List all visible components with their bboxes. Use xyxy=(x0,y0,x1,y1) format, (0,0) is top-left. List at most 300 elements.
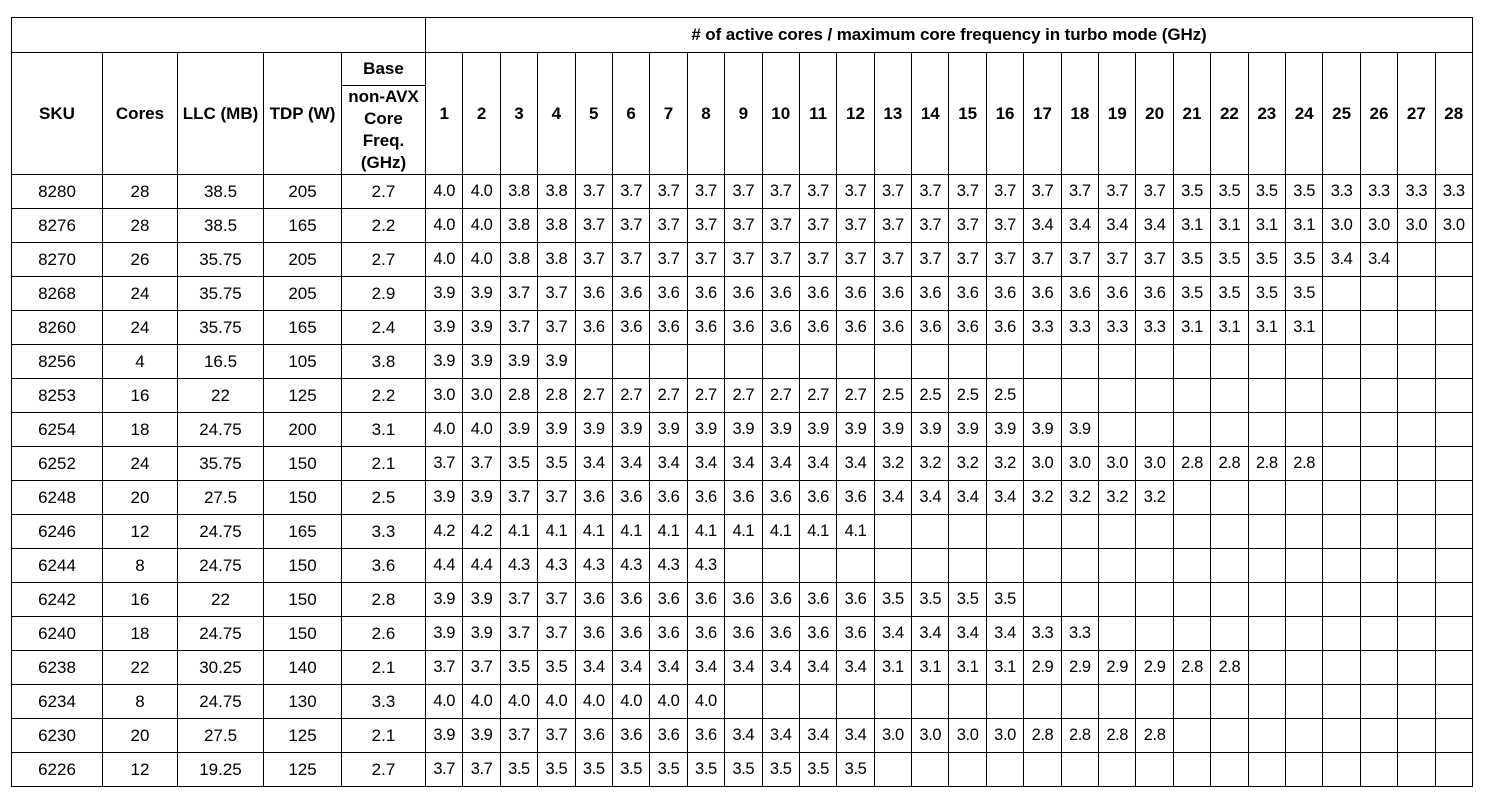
turbo-freq-cell xyxy=(1323,311,1360,345)
sku-cell: 8253 xyxy=(12,379,103,413)
turbo-freq-cell xyxy=(687,345,724,379)
turbo-freq-cell xyxy=(1360,481,1397,515)
turbo-freq-cell: 3.6 xyxy=(762,277,799,311)
turbo-freq-cell: 3.0 xyxy=(463,379,500,413)
turbo-freq-cell xyxy=(1323,651,1360,685)
turbo-freq-cell xyxy=(1136,413,1173,447)
core-count-header: 8 xyxy=(687,53,724,175)
turbo-freq-cell: 3.9 xyxy=(912,413,949,447)
turbo-freq-cell: 2.5 xyxy=(912,379,949,413)
turbo-freq-cell: 3.7 xyxy=(799,243,836,277)
turbo-freq-cell: 3.9 xyxy=(463,277,500,311)
turbo-freq-cell: 3.6 xyxy=(799,617,836,651)
turbo-freq-cell: 3.9 xyxy=(500,345,537,379)
turbo-freq-cell xyxy=(1173,685,1210,719)
turbo-freq-cell xyxy=(1099,753,1136,787)
turbo-freq-cell: 3.9 xyxy=(463,345,500,379)
turbo-freq-cell xyxy=(1211,549,1248,583)
title-row xyxy=(12,18,1473,53)
turbo-freq-cell: 3.6 xyxy=(986,277,1023,311)
cores-cell: 16 xyxy=(103,583,178,617)
turbo-freq-cell: 3.6 xyxy=(799,277,836,311)
turbo-freq-cell xyxy=(912,515,949,549)
turbo-freq-cell xyxy=(912,345,949,379)
tdp-cell: 125 xyxy=(264,379,342,413)
sku-cell: 6242 xyxy=(12,583,103,617)
turbo-freq-cell xyxy=(874,515,911,549)
turbo-freq-cell: 3.4 xyxy=(650,651,687,685)
turbo-freq-cell: 3.4 xyxy=(799,719,836,753)
turbo-freq-cell: 3.7 xyxy=(725,243,762,277)
turbo-freq-cell: 3.5 xyxy=(1211,175,1248,209)
turbo-freq-cell: 4.3 xyxy=(500,549,537,583)
turbo-freq-cell: 3.7 xyxy=(725,209,762,243)
turbo-freq-cell: 3.6 xyxy=(799,583,836,617)
table-row xyxy=(12,175,1473,209)
turbo-freq-cell: 3.6 xyxy=(575,277,612,311)
turbo-freq-cell xyxy=(1024,515,1061,549)
turbo-freq-cell: 3.6 xyxy=(1061,277,1098,311)
turbo-freq-cell: 3.7 xyxy=(986,209,1023,243)
cores-cell: 24 xyxy=(103,447,178,481)
turbo-freq-cell: 2.8 xyxy=(538,379,575,413)
turbo-freq-cell: 3.1 xyxy=(986,651,1023,685)
turbo-freq-cell: 3.7 xyxy=(687,209,724,243)
turbo-freq-cell: 3.4 xyxy=(575,447,612,481)
turbo-freq-cell: 3.3 xyxy=(1323,175,1360,209)
turbo-freq-cell: 4.0 xyxy=(463,243,500,277)
turbo-freq-cell xyxy=(949,515,986,549)
turbo-freq-cell: 3.7 xyxy=(612,175,649,209)
turbo-freq-cell: 3.7 xyxy=(426,447,463,481)
turbo-freq-cell: 2.8 xyxy=(1136,719,1173,753)
turbo-freq-cell xyxy=(1360,515,1397,549)
turbo-freq-cell: 3.6 xyxy=(799,481,836,515)
turbo-freq-cell: 3.9 xyxy=(725,413,762,447)
turbo-freq-cell xyxy=(1024,345,1061,379)
turbo-freq-cell: 2.7 xyxy=(612,379,649,413)
turbo-freq-cell: 2.8 xyxy=(1173,447,1210,481)
turbo-freq-cell: 3.4 xyxy=(1024,209,1061,243)
turbo-freq-cell: 3.7 xyxy=(538,277,575,311)
core-count-header: 21 xyxy=(1173,53,1210,175)
table-row xyxy=(12,685,1473,719)
turbo-freq-cell: 3.6 xyxy=(575,481,612,515)
turbo-freq-cell: 4.0 xyxy=(687,685,724,719)
llc-cell: 35.75 xyxy=(178,447,264,481)
turbo-freq-cell: 2.8 xyxy=(1285,447,1322,481)
turbo-freq-cell: 3.5 xyxy=(1248,277,1285,311)
core-count-header: 22 xyxy=(1211,53,1248,175)
turbo-freq-cell: 4.1 xyxy=(575,515,612,549)
turbo-freq-cell xyxy=(949,753,986,787)
turbo-freq-cell: 3.4 xyxy=(1323,243,1360,277)
llc-cell: 35.75 xyxy=(178,243,264,277)
turbo-freq-cell: 3.4 xyxy=(874,481,911,515)
turbo-freq-cell: 3.7 xyxy=(986,175,1023,209)
turbo-freq-cell: 3.7 xyxy=(650,175,687,209)
turbo-freq-cell: 3.4 xyxy=(1360,243,1397,277)
core-count-header: 13 xyxy=(874,53,911,175)
turbo-freq-cell xyxy=(1173,753,1210,787)
turbo-freq-cell xyxy=(1323,719,1360,753)
turbo-freq-cell: 3.4 xyxy=(837,719,874,753)
blank-corner-cell xyxy=(12,18,426,53)
turbo-freq-cell xyxy=(1398,481,1435,515)
turbo-freq-cell: 3.4 xyxy=(575,651,612,685)
turbo-freq-cell: 3.2 xyxy=(912,447,949,481)
base-freq-cell: 2.5 xyxy=(342,481,426,515)
turbo-freq-cell xyxy=(612,345,649,379)
turbo-freq-cell: 3.6 xyxy=(837,617,874,651)
turbo-freq-cell xyxy=(1248,651,1285,685)
turbo-freq-cell: 3.4 xyxy=(874,617,911,651)
turbo-freq-cell: 3.2 xyxy=(1136,481,1173,515)
sku-cell: 6240 xyxy=(12,617,103,651)
cores-cell: 18 xyxy=(103,413,178,447)
core-count-header: 28 xyxy=(1435,53,1472,175)
turbo-freq-cell xyxy=(986,685,1023,719)
turbo-freq-cell: 2.7 xyxy=(725,379,762,413)
turbo-freq-cell: 3.4 xyxy=(612,651,649,685)
turbo-freq-cell xyxy=(1360,617,1397,651)
turbo-freq-cell xyxy=(912,549,949,583)
llc-cell: 27.5 xyxy=(178,719,264,753)
turbo-freq-cell: 3.7 xyxy=(500,481,537,515)
turbo-freq-cell: 3.5 xyxy=(837,753,874,787)
core-count-header: 4 xyxy=(538,53,575,175)
cores-cell: 28 xyxy=(103,175,178,209)
turbo-freq-cell xyxy=(874,345,911,379)
cores-cell: 24 xyxy=(103,311,178,345)
turbo-freq-cell xyxy=(1360,379,1397,413)
table-row xyxy=(12,277,1473,311)
turbo-freq-cell xyxy=(1211,515,1248,549)
turbo-freq-cell: 2.8 xyxy=(1173,651,1210,685)
turbo-freq-cell: 3.9 xyxy=(874,413,911,447)
turbo-freq-cell: 3.8 xyxy=(500,175,537,209)
turbo-freq-cell: 3.1 xyxy=(1248,311,1285,345)
turbo-freq-cell: 3.5 xyxy=(1173,277,1210,311)
turbo-freq-cell: 3.5 xyxy=(799,753,836,787)
turbo-freq-cell: 4.3 xyxy=(687,549,724,583)
turbo-freq-cell: 2.5 xyxy=(986,379,1023,413)
turbo-freq-cell: 3.6 xyxy=(650,311,687,345)
turbo-freq-cell: 3.5 xyxy=(650,753,687,787)
turbo-freq-cell: 3.1 xyxy=(1285,209,1322,243)
turbo-freq-cell: 3.7 xyxy=(575,243,612,277)
turbo-freq-cell xyxy=(1211,583,1248,617)
base-header: Base xyxy=(342,53,426,86)
turbo-freq-cell: 3.5 xyxy=(949,583,986,617)
turbo-freq-cell xyxy=(874,549,911,583)
turbo-freq-cell xyxy=(1211,753,1248,787)
table-row xyxy=(12,413,1473,447)
turbo-freq-cell: 2.8 xyxy=(1211,447,1248,481)
turbo-freq-cell: 4.3 xyxy=(538,549,575,583)
core-count-header: 2 xyxy=(463,53,500,175)
turbo-freq-cell xyxy=(986,549,1023,583)
turbo-freq-cell: 3.8 xyxy=(538,243,575,277)
turbo-freq-cell: 3.7 xyxy=(500,311,537,345)
tdp-cell: 150 xyxy=(264,549,342,583)
llc-cell: 24.75 xyxy=(178,617,264,651)
turbo-freq-cell xyxy=(1211,379,1248,413)
turbo-freq-cell: 3.4 xyxy=(1061,209,1098,243)
turbo-freq-cell: 3.3 xyxy=(1024,617,1061,651)
cores-cell: 12 xyxy=(103,753,178,787)
turbo-freq-cell xyxy=(1061,583,1098,617)
base-freq-cell: 3.3 xyxy=(342,515,426,549)
turbo-freq-cell: 3.6 xyxy=(1099,277,1136,311)
turbo-freq-cell xyxy=(1248,379,1285,413)
turbo-freq-cell: 3.8 xyxy=(500,243,537,277)
turbo-freq-cell xyxy=(912,685,949,719)
sku-cell: 6252 xyxy=(12,447,103,481)
turbo-freq-cell: 3.6 xyxy=(650,719,687,753)
turbo-freq-cell: 3.7 xyxy=(912,209,949,243)
turbo-freq-cell xyxy=(1285,515,1322,549)
core-count-header: 17 xyxy=(1024,53,1061,175)
turbo-freq-cell: 3.9 xyxy=(1024,413,1061,447)
llc-cell: 35.75 xyxy=(178,277,264,311)
turbo-freq-cell xyxy=(1248,753,1285,787)
cores-cell: 8 xyxy=(103,685,178,719)
turbo-freq-cell xyxy=(1398,685,1435,719)
base-freq-cell: 3.6 xyxy=(342,549,426,583)
turbo-freq-cell: 3.6 xyxy=(725,583,762,617)
turbo-freq-cell: 3.7 xyxy=(762,209,799,243)
turbo-freq-cell xyxy=(1136,379,1173,413)
llc-cell: 38.5 xyxy=(178,209,264,243)
turbo-freq-cell xyxy=(1285,413,1322,447)
turbo-freq-cell: 3.4 xyxy=(986,481,1023,515)
turbo-freq-cell: 3.4 xyxy=(762,719,799,753)
turbo-freq-cell xyxy=(1323,685,1360,719)
turbo-freq-cell: 3.0 xyxy=(1061,447,1098,481)
turbo-freq-cell xyxy=(725,685,762,719)
turbo-freq-cell xyxy=(1285,753,1322,787)
turbo-freq-cell xyxy=(1099,413,1136,447)
turbo-freq-cell xyxy=(1435,345,1472,379)
turbo-freq-cell: 3.3 xyxy=(1061,617,1098,651)
turbo-freq-cell: 2.7 xyxy=(650,379,687,413)
turbo-freq-cell: 4.1 xyxy=(687,515,724,549)
turbo-freq-cell: 3.1 xyxy=(949,651,986,685)
turbo-freq-cell xyxy=(1173,413,1210,447)
turbo-freq-cell: 3.6 xyxy=(799,311,836,345)
turbo-freq-cell: 3.6 xyxy=(612,719,649,753)
turbo-freq-cell xyxy=(1435,753,1472,787)
turbo-freq-cell xyxy=(1211,685,1248,719)
core-count-header: 1 xyxy=(426,53,463,175)
turbo-freq-cell: 4.0 xyxy=(463,413,500,447)
turbo-freq-cell xyxy=(1398,311,1435,345)
turbo-freq-cell: 3.4 xyxy=(762,651,799,685)
turbo-freq-cell: 3.1 xyxy=(1285,311,1322,345)
sku-cell: 8280 xyxy=(12,175,103,209)
turbo-freq-cell: 3.9 xyxy=(650,413,687,447)
base-freq-cell: 2.1 xyxy=(342,447,426,481)
turbo-freq-cell xyxy=(762,685,799,719)
turbo-freq-cell: 3.7 xyxy=(538,311,575,345)
turbo-freq-cell: 3.2 xyxy=(874,447,911,481)
turbo-freq-cell: 3.7 xyxy=(538,583,575,617)
turbo-freq-cell xyxy=(1398,447,1435,481)
turbo-freq-cell: 3.7 xyxy=(463,651,500,685)
turbo-freq-cell xyxy=(1360,345,1397,379)
turbo-freq-cell: 4.0 xyxy=(500,685,537,719)
turbo-freq-cell: 3.2 xyxy=(986,447,1023,481)
turbo-freq-cell xyxy=(1398,617,1435,651)
turbo-freq-cell xyxy=(1136,685,1173,719)
tdp-cell: 150 xyxy=(264,481,342,515)
llc-cell: 24.75 xyxy=(178,549,264,583)
turbo-freq-cell: 3.7 xyxy=(837,209,874,243)
base-freq-cell: 2.9 xyxy=(342,277,426,311)
turbo-freq-cell: 4.2 xyxy=(463,515,500,549)
turbo-freq-cell: 4.0 xyxy=(426,209,463,243)
turbo-freq-cell: 4.1 xyxy=(612,515,649,549)
base-freq-cell: 2.1 xyxy=(342,651,426,685)
turbo-freq-cell xyxy=(1360,277,1397,311)
turbo-freq-cell: 3.4 xyxy=(1099,209,1136,243)
turbo-freq-cell: 3.9 xyxy=(463,583,500,617)
turbo-freq-cell: 3.9 xyxy=(949,413,986,447)
turbo-freq-cell xyxy=(1285,481,1322,515)
turbo-freq-cell xyxy=(1435,617,1472,651)
turbo-freq-cell: 3.9 xyxy=(986,413,1023,447)
tdp-cell: 165 xyxy=(264,515,342,549)
table-row xyxy=(12,651,1473,685)
turbo-freq-cell: 2.8 xyxy=(500,379,537,413)
turbo-freq-cell: 3.7 xyxy=(874,243,911,277)
turbo-freq-cell xyxy=(1061,345,1098,379)
turbo-freq-cell: 3.0 xyxy=(1136,447,1173,481)
sku-header: SKU xyxy=(12,53,103,175)
turbo-freq-cell: 3.6 xyxy=(874,277,911,311)
turbo-freq-cell: 3.6 xyxy=(725,277,762,311)
llc-cell: 38.5 xyxy=(178,175,264,209)
turbo-freq-cell xyxy=(1398,753,1435,787)
turbo-freq-cell: 3.7 xyxy=(949,209,986,243)
turbo-freq-cell: 3.5 xyxy=(538,651,575,685)
turbo-freq-cell: 3.9 xyxy=(837,413,874,447)
turbo-freq-cell xyxy=(1285,617,1322,651)
turbo-freq-cell xyxy=(1398,549,1435,583)
turbo-freq-cell: 4.1 xyxy=(799,515,836,549)
llc-header: LLC (MB) xyxy=(178,53,264,175)
turbo-freq-cell: 3.0 xyxy=(1435,209,1472,243)
sku-cell: 8268 xyxy=(12,277,103,311)
turbo-freq-cell: 3.9 xyxy=(426,481,463,515)
core-count-header: 5 xyxy=(575,53,612,175)
cores-cell: 18 xyxy=(103,617,178,651)
turbo-freq-cell: 3.9 xyxy=(1061,413,1098,447)
turbo-freq-cell xyxy=(1173,549,1210,583)
turbo-freq-cell: 3.6 xyxy=(762,311,799,345)
turbo-freq-cell: 3.7 xyxy=(1099,243,1136,277)
turbo-freq-cell: 3.7 xyxy=(575,209,612,243)
llc-cell: 35.75 xyxy=(178,311,264,345)
turbo-title: # of active cores / maximum core frequency in turbo mode (GHz) xyxy=(426,18,1473,53)
turbo-freq-cell: 3.7 xyxy=(949,175,986,209)
turbo-freq-cell: 4.0 xyxy=(426,175,463,209)
turbo-freq-cell: 3.7 xyxy=(799,175,836,209)
turbo-freq-cell: 3.5 xyxy=(538,447,575,481)
turbo-freq-cell: 4.3 xyxy=(612,549,649,583)
table-row xyxy=(12,753,1473,787)
turbo-freq-cell xyxy=(1323,515,1360,549)
turbo-freq-cell xyxy=(725,345,762,379)
turbo-freq-cell xyxy=(1323,447,1360,481)
tdp-cell: 150 xyxy=(264,583,342,617)
core-count-header: 19 xyxy=(1099,53,1136,175)
turbo-freq-cell: 3.7 xyxy=(575,175,612,209)
turbo-freq-cell: 3.6 xyxy=(725,617,762,651)
turbo-freq-cell xyxy=(1435,685,1472,719)
tdp-cell: 130 xyxy=(264,685,342,719)
turbo-freq-cell xyxy=(1323,583,1360,617)
turbo-freq-cell xyxy=(1211,617,1248,651)
sku-cell: 6238 xyxy=(12,651,103,685)
table-row xyxy=(12,379,1473,413)
turbo-freq-cell: 3.6 xyxy=(687,617,724,651)
turbo-freq-cell: 3.1 xyxy=(1173,209,1210,243)
turbo-freq-cell xyxy=(1435,515,1472,549)
core-count-header: 11 xyxy=(799,53,836,175)
turbo-freq-cell: 3.9 xyxy=(426,583,463,617)
turbo-freq-cell: 3.0 xyxy=(986,719,1023,753)
turbo-freq-cell xyxy=(1024,685,1061,719)
turbo-freq-cell: 3.1 xyxy=(1211,209,1248,243)
turbo-freq-cell: 3.3 xyxy=(1099,311,1136,345)
turbo-freq-cell xyxy=(1435,719,1472,753)
tdp-cell: 125 xyxy=(264,753,342,787)
turbo-freq-cell: 3.1 xyxy=(1211,311,1248,345)
sku-cell: 6226 xyxy=(12,753,103,787)
turbo-freq-cell xyxy=(1360,719,1397,753)
core-count-header-row xyxy=(12,53,1473,86)
turbo-freq-cell: 2.7 xyxy=(837,379,874,413)
turbo-freq-cell: 3.0 xyxy=(426,379,463,413)
sku-cell: 6234 xyxy=(12,685,103,719)
turbo-freq-cell xyxy=(1024,583,1061,617)
turbo-freq-cell: 2.8 xyxy=(1024,719,1061,753)
turbo-freq-cell: 3.7 xyxy=(538,617,575,651)
turbo-freq-cell xyxy=(1248,481,1285,515)
turbo-freq-cell xyxy=(1323,753,1360,787)
turbo-freq-cell: 3.5 xyxy=(1211,277,1248,311)
turbo-freq-cell: 3.7 xyxy=(799,209,836,243)
turbo-freq-cell: 3.7 xyxy=(426,651,463,685)
turbo-freq-cell: 4.0 xyxy=(575,685,612,719)
table-row xyxy=(12,209,1473,243)
tdp-cell: 150 xyxy=(264,617,342,651)
turbo-freq-cell: 4.3 xyxy=(575,549,612,583)
turbo-freq-cell: 3.6 xyxy=(575,617,612,651)
base-freq-cell: 3.8 xyxy=(342,345,426,379)
turbo-freq-cell: 4.4 xyxy=(463,549,500,583)
turbo-freq-cell: 3.9 xyxy=(426,719,463,753)
turbo-freq-cell xyxy=(874,685,911,719)
sku-cell: 8260 xyxy=(12,311,103,345)
cores-cell: 26 xyxy=(103,243,178,277)
table-row xyxy=(12,719,1473,753)
turbo-freq-cell xyxy=(1398,651,1435,685)
turbo-freq-cell: 2.9 xyxy=(1024,651,1061,685)
turbo-freq-cell: 3.7 xyxy=(612,243,649,277)
